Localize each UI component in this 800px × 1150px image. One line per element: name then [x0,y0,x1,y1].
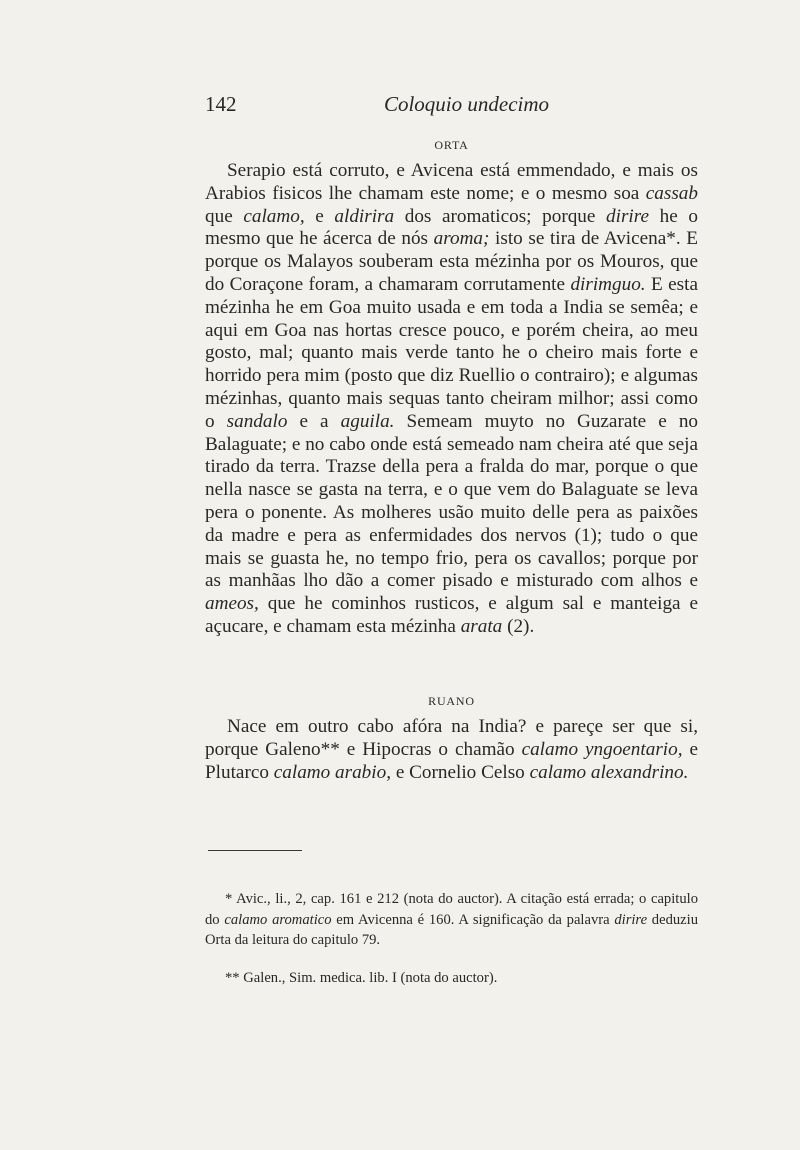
italic-term: aroma; [433,228,490,250]
page-number: 142 [205,92,237,116]
running-title: Coloquio undecimo [383,92,550,116]
text-run: isto se tira de Avicena*. E porque os Malayos souberam esta mézinha por os Mouros, que do Coraçone foram, a chamaram corrutamente [205,228,698,295]
text-run: he o mesmo que he ácerca de nós [205,205,698,250]
italic-term: aldirira [334,205,395,227]
text-run: em Avicenna é 160. A significação da palavra [331,911,615,928]
footnote-1 [205,889,698,951]
italic-term: aguila. [340,410,395,432]
italic-term: dirire [606,205,650,227]
footnote-separator [208,850,302,851]
text-run: e Cornelio Celso [391,761,530,783]
orta-speech [205,160,698,639]
ruano-speech [205,716,698,784]
text-run: que he cominhos rusticos, e algum sal e manteiga e açucare, e chamam esta mézinha [205,593,698,637]
italic-term: sandalo [226,410,288,432]
footnote-2 [205,968,698,989]
text-run: que [205,205,244,227]
italic-term: cassab [645,182,698,204]
text-run: deduziu Orta da leitura do capitulo 79. [205,911,698,948]
italic-term: dirire [614,911,648,928]
text-run: Nace em outro cabo afóra na India? e pareçe ser que si, porque Galeno** e Hipocras o chamão [205,716,698,760]
speaker-heading-ruano: RUANO [428,694,475,708]
orta-paragraph [205,160,698,639]
italic-term: calamo yngoentario, [521,738,683,760]
text-run: e a [287,410,341,432]
text-run: dos aromaticos; porque [394,205,607,227]
text-run: * Avic., li., 2, cap. 161 e 212 (nota do auctor). A citação está errada; o capitulo do [205,891,698,928]
italic-term: dirimguo. [570,273,646,295]
italic-term: calamo arabio, [273,761,392,783]
italic-term: arata [460,615,503,637]
text-run: Semeam muyto no Guzarate e no Balaguate; e no cabo onde está semeado nam cheira até que seja tirado da terra. Trazse della pera a fralda do mar, porque o que nella nasce se gasta na terra, e o que vem do Balaguate se leva pera o ponente. As molheres usão muito delle pera as paixões da madre e pera as enfermidades dos nervos (1); tudo o que mais se guasta he, no tempo frio, pera os cavallos; porque por as manhãas lho dão a comer pisado e misturado com alhos e [205,410,699,592]
text-run: ** Galen., Sim. medica. lib. I (nota do auctor). [225,970,498,986]
italic-term: calamo aromatico [224,911,332,928]
ruano-paragraph [205,716,698,784]
text-run: E esta mézinha he em Goa muito usada e em toda a India se semêa; e aqui em Goa nas hortas cresce pouco, e porém cheira, ao meu gosto, mal; quanto mais verde tanto he o cheiro mais forte e horrido pera mim (posto que diz Ruellio o contrairo); e algumas mézinhas, quanto mais sequas tanto cheiram milhor; assi como o [205,273,698,432]
italic-term: ameos, [205,593,259,615]
italic-term: calamo, [243,205,305,227]
page-header [205,92,698,122]
text-run: (2). [502,615,535,637]
speaker-heading-orta: ORTA [434,138,469,152]
text-run: Serapio está corruto, e Avicena está emmendado, e mais os Arabios fisicos lhe chamam este nome; e o mesmo soa [205,160,698,204]
text-run: e Plutarco [205,738,698,783]
footnote-2-text [205,968,698,989]
italic-term: calamo alexandrino. [529,761,689,783]
footnote-1-text [205,889,698,951]
text-run: e [304,205,335,227]
